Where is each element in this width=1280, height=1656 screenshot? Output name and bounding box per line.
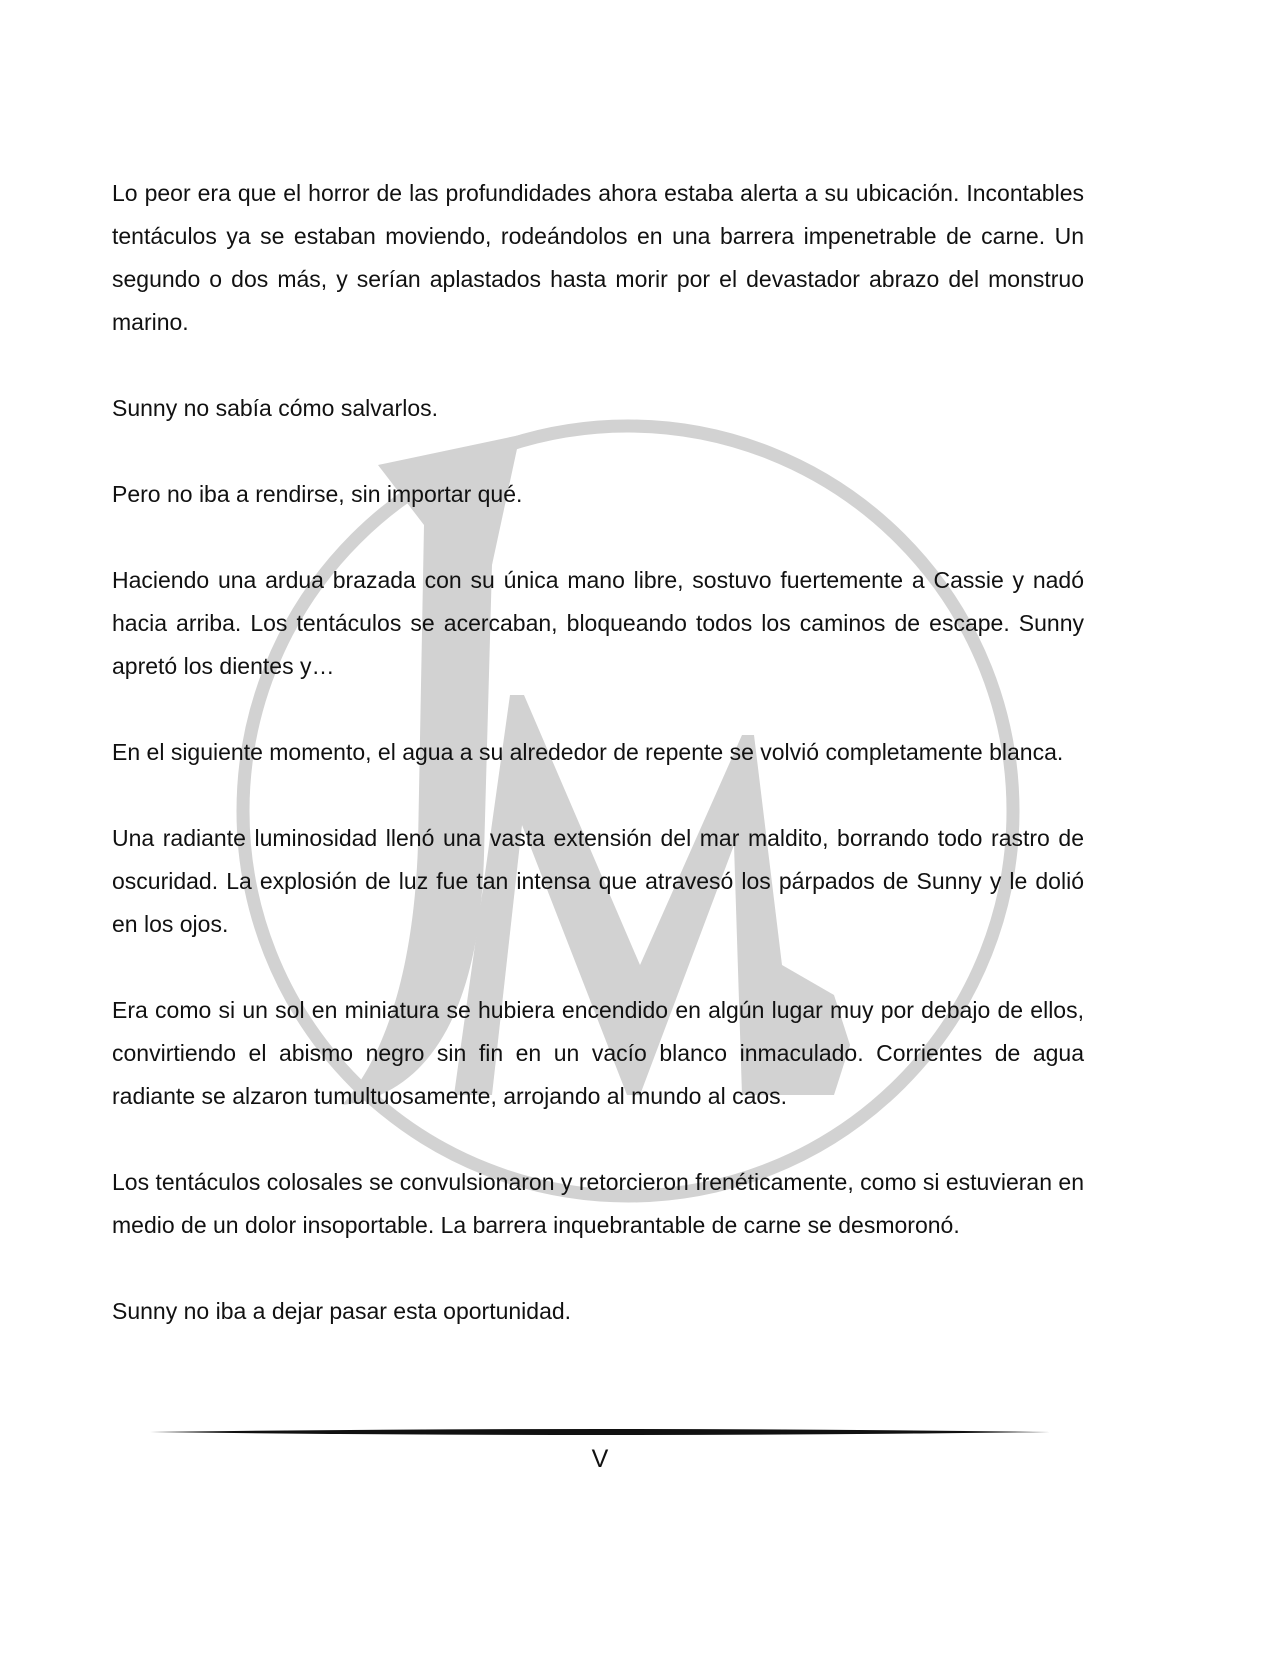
paragraph-3: Pero no iba a rendirse, sin importar qué. bbox=[112, 481, 523, 507]
paragraph-6: Una radiante luminosidad llenó una vasta extensión del mar maldito, borrando todo rastro de oscuridad. La explosión de luz fue tan intensa que atravesó los párpados de Sunny y le dolió en los ojos. bbox=[112, 825, 1084, 937]
page-number: V bbox=[591, 1445, 609, 1473]
paragraph-9: Sunny no iba a dejar pasar esta oportunidad. bbox=[112, 1298, 572, 1324]
paragraph-2: Sunny no sabía cómo salvarlos. bbox=[112, 395, 439, 421]
paragraph-7: Era como si un sol en miniatura se hubiera encendido en algún lugar muy por debajo de ellos, convirtiendo el abismo negro sin fin en un vacío blanco inmaculado. Corrientes de agua radiante se alzaron tumultuosamente, arrojando al mundo al caos. bbox=[112, 997, 1084, 1109]
footer-divider bbox=[150, 1426, 1050, 1438]
paragraph-1: Lo peor era que el horror de las profundidades ahora estaba alerta a su ubicación. Incontables tentáculos ya se estaban moviendo, rodeándolos en una barrera impenetrable de carne. Un segundo o dos más, y serían aplastados hasta morir por el devastador abrazo del monstruo marino. bbox=[112, 180, 1084, 335]
paragraph-5: En el siguiente momento, el agua a su alrededor de repente se volvió completamente blanca. bbox=[112, 739, 1064, 765]
paragraph-8: Los tentáculos colosales se convulsionaron y retorcieron frenéticamente, como si estuvieran en medio de un dolor insoportable. La barrera inquebrantable de carne se desmoronó. bbox=[112, 1169, 1084, 1238]
paragraph-4: Haciendo una ardua brazada con su única mano libre, sostuvo fuertemente a Cassie y nadó hacia arriba. Los tentáculos se acercaban, bloqueando todos los caminos de escape. Sunny apretó los dientes y… bbox=[112, 567, 1084, 679]
page-body bbox=[112, 172, 1084, 1333]
